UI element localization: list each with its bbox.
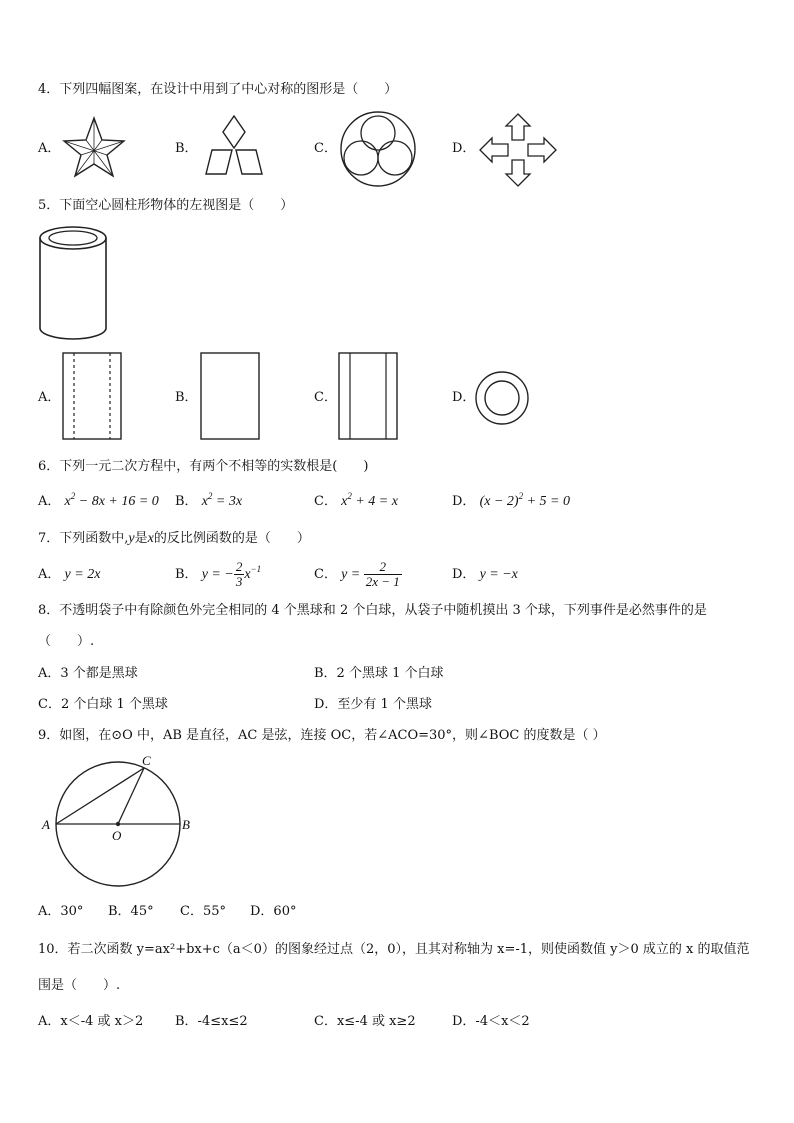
q7-option-c-function: y = $\frac{2}{2x - 1}$ xyxy=(341,559,400,590)
q6-option-c-equation: $x^2 + 4 = x$ xyxy=(341,491,398,509)
q7-option-c-label: C． xyxy=(314,567,337,582)
q7-option-d-function: y = −x xyxy=(479,567,518,582)
q9-option-a: A．30° xyxy=(38,904,84,919)
q7-option-d xyxy=(452,567,518,583)
circle-geometry-figure xyxy=(38,754,208,892)
q7-option-b-label: B． xyxy=(175,567,198,582)
q7-option-a xyxy=(38,567,100,583)
view-c-solid-lines-rect xyxy=(338,352,400,442)
view-d-ring xyxy=(474,370,530,426)
diamond-pattern-icon xyxy=(200,114,268,178)
question-10-stem-line1: 10．若二次函数 y=ax²+bx+c（a＜0）的图象经过点（2，0），且其对称轴为 x=-1，则使函数值 y＞0 成立的 x 的取值范 xyxy=(38,942,750,957)
q8-option-b: B．2 个黑球 1 个白球 xyxy=(314,666,444,681)
q6-option-d-label: D． xyxy=(452,494,476,509)
point-o-label: O xyxy=(112,828,122,843)
q4-option-b-label: B． xyxy=(175,141,198,156)
q6-option-a xyxy=(38,491,159,510)
q8-option-c: C．2 个白球 1 个黑球 xyxy=(38,697,168,712)
q7-stem-suffix: 的反比例函数的是（ ） xyxy=(153,531,310,546)
q5-option-d-label: D． xyxy=(452,390,476,405)
q7-stem-y: y xyxy=(128,531,135,546)
star-icon xyxy=(62,116,126,178)
q9-option-d: D．60° xyxy=(250,904,297,919)
question-8-stem-line1: 8．不透明袋子中有除颜色外完全相同的 4 个黑球和 2 个白球，从袋子中随机摸出 3 个球，下列事件是必然事件的是 xyxy=(38,603,707,618)
q6-option-a-label: A． xyxy=(38,494,61,509)
question-5-stem: 5．下面空心圆柱形物体的左视图是（ ） xyxy=(38,198,294,213)
q10-option-a: A．x＜-4 或 x＞2 xyxy=(38,1014,144,1029)
three-circles-icon xyxy=(338,109,418,189)
q7-stem-mid: 是 xyxy=(134,531,148,546)
q6-option-a-equation: $x^2 - 8x + 16 = 0$ xyxy=(64,491,159,509)
q9-option-b: B．45° xyxy=(108,904,154,919)
q4-option-c-label: C． xyxy=(314,141,337,156)
question-6-stem: 6．下列一元二次方程中，有两个不相等的实数根是( ) xyxy=(38,459,369,474)
q7-option-a-function: y = 2x xyxy=(64,567,101,582)
question-9-stem: 9．如图，在⊙O 中，AB 是直径，AC 是弦，连接 OC，若∠ACO=30°，则∠BOC 的度数是（ ） xyxy=(38,728,606,743)
q6-option-b xyxy=(175,491,243,510)
q10-option-c: C．x≤-4 或 x≥2 xyxy=(314,1014,416,1029)
q5-option-b-label: B． xyxy=(175,390,198,405)
q9-option-c: C．55° xyxy=(180,904,226,919)
hollow-cylinder-figure xyxy=(36,224,110,342)
q4-option-a-label: A． xyxy=(38,141,61,156)
q8-option-a: A．3 个都是黑球 xyxy=(38,666,138,681)
q7-option-c xyxy=(314,557,402,593)
q8-option-d: D．至少有 1 个黑球 xyxy=(314,697,432,712)
q6-option-d-equation: $(x - 2)^2 + 5 = 0$ xyxy=(479,491,570,509)
q4-option-d-label: D． xyxy=(452,141,476,156)
q10-option-d: D．-4＜x＜2 xyxy=(452,1014,530,1029)
q5-option-c-label: C． xyxy=(314,390,337,405)
q6-option-b-label: B． xyxy=(175,494,198,509)
q10-option-b: B．-4≤x≤2 xyxy=(175,1014,248,1029)
q6-option-c xyxy=(314,491,398,510)
q6-option-b-equation: $x^2 = 3x$ xyxy=(201,491,243,509)
question-7-stem xyxy=(38,531,310,547)
q6-option-d xyxy=(452,491,570,510)
question-10-stem-line2: 围是（ ）. xyxy=(38,978,121,993)
view-a-dashed-rect xyxy=(62,352,124,442)
point-a-label: A xyxy=(42,817,50,832)
q7-option-b-function: y = − $\frac{2}{3}$ $x^{-1}$ xyxy=(201,559,262,590)
q5-option-a-label: A． xyxy=(38,390,61,405)
point-c-label: C xyxy=(142,754,151,768)
four-arrows-icon xyxy=(478,112,558,188)
q6-option-c-label: C． xyxy=(314,494,337,509)
question-8-stem-line2: （ ）. xyxy=(38,634,95,649)
q7-option-b xyxy=(175,557,261,593)
point-b-label: B xyxy=(182,817,190,832)
q7-option-d-label: D． xyxy=(452,567,476,582)
q7-stem-x: x xyxy=(147,531,154,546)
q7-option-a-label: A． xyxy=(38,567,61,582)
view-b-plain-rect xyxy=(200,352,262,442)
question-4-stem: 4．下列四幅图案，在设计中用到了中心对称的图形是（ ） xyxy=(38,82,398,97)
q7-stem-prefix: 7．下列函数中, xyxy=(38,531,129,546)
